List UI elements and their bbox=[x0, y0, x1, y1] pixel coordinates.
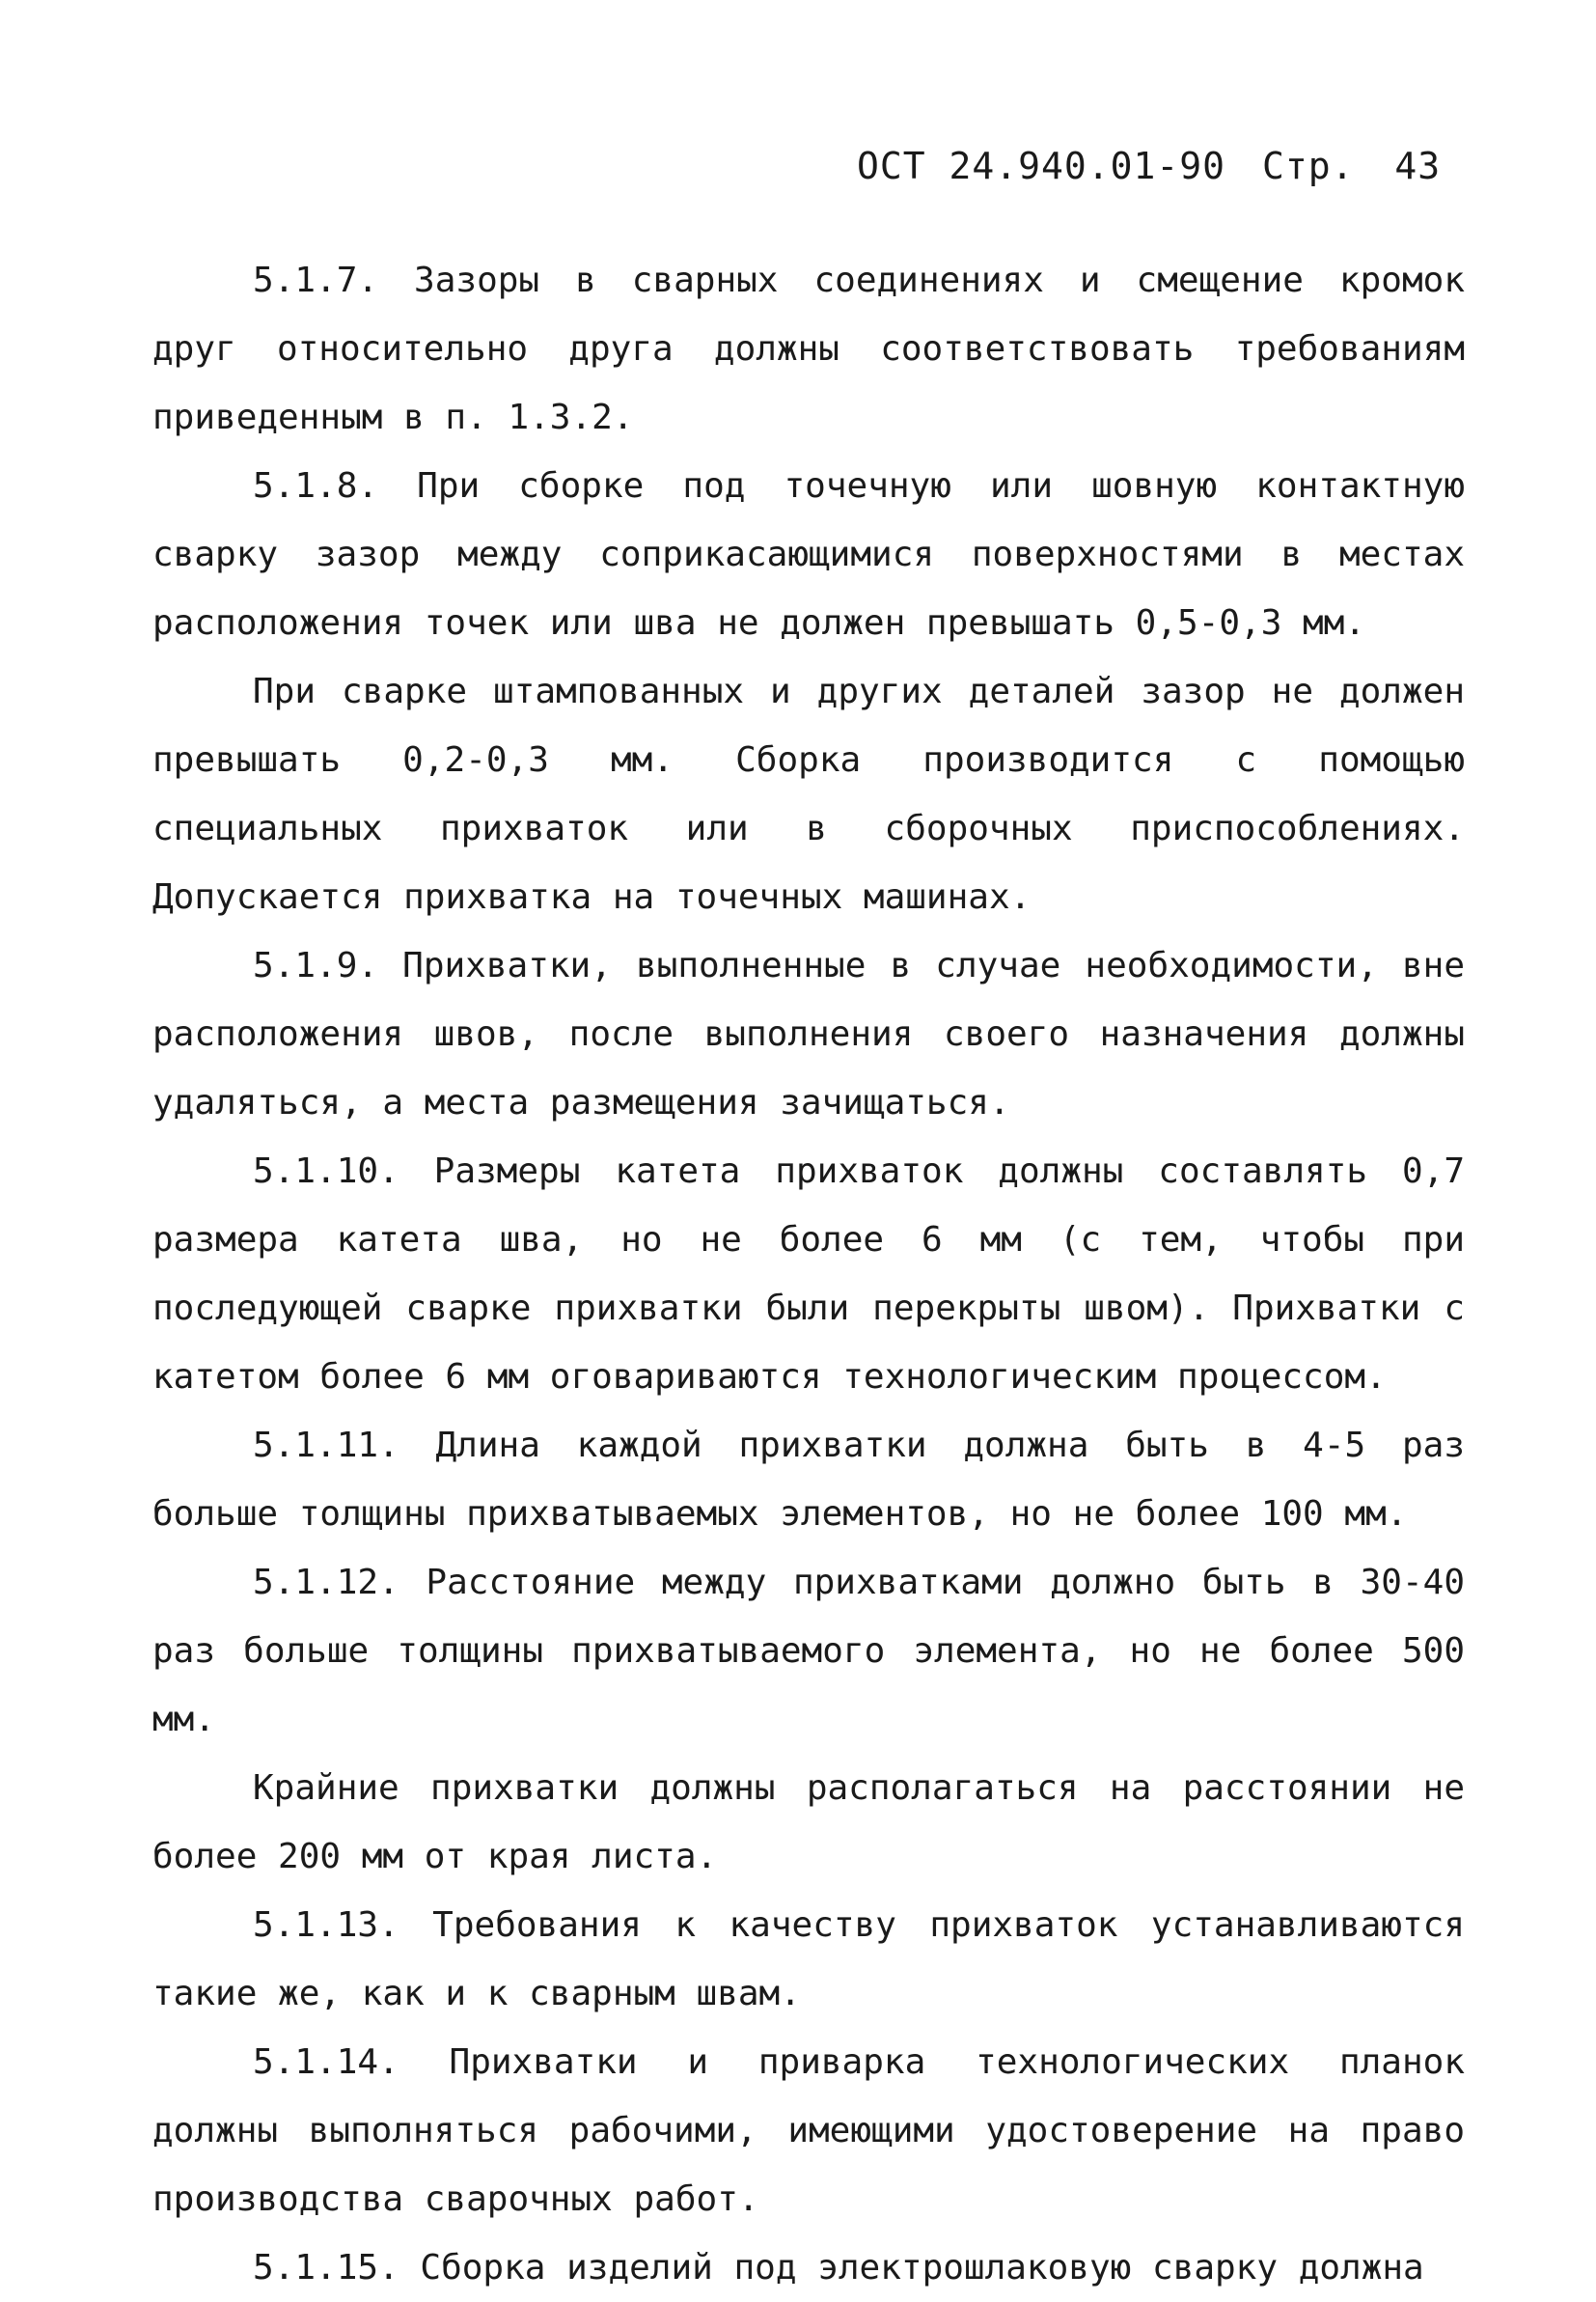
document-body bbox=[152, 246, 1465, 2302]
paragraph-5-1-9: 5.1.9. Прихватки, выполненные в случае необходимости, вне расположения швов, после выполнения своего назначения должны удаляться, а места размещения зачищаться. bbox=[152, 946, 1465, 1123]
paragraph-5-1-13: 5.1.13. Требования к качеству прихваток устанавливаются такие же, как и к сварным швам. bbox=[152, 1905, 1465, 2013]
paragraph-stamped-parts: При сварке штампованных и других деталей зазор не должен превышать 0,2-0,3 мм. Сборка производится с помощью специальных прихваток или в сборочных приспособлениях. Допускается прихватка на точечных машинах. bbox=[152, 672, 1465, 917]
paragraph-5-1-11: 5.1.11. Длина каждой прихватки должна быть в 4-5 раз больше толщины прихватываемых элементов, но не более 100 мм. bbox=[152, 1426, 1465, 1534]
page-header bbox=[857, 145, 1441, 187]
paragraph-5-1-14: 5.1.14. Прихватки и приварка технологических планок должны выполняться рабочими, имеющими удостоверение на право производства сварочных работ. bbox=[152, 2042, 1465, 2219]
paragraph-5-1-12: 5.1.12. Расстояние между прихватками должно быть в 30-40 раз больше толщины прихватываемого элемента, но не более 500 мм. bbox=[152, 1563, 1465, 1739]
paragraph-5-1-7: 5.1.7. Зазоры в сварных соединениях и смещение кромок друг относительно друга должны соответствовать требованиям приведенным в п. 1.3.2. bbox=[152, 261, 1465, 437]
paragraph-edge-tacks: Крайние прихватки должны располагаться на расстоянии не более 200 мм от края листа. bbox=[152, 1768, 1465, 1876]
paragraph-5-1-8: 5.1.8. При сборке под точечную или шовную контактную сварку зазор между соприкасающимися поверхностями в местах расположения точек или шва не должен превышать 0,5-0,3 мм. bbox=[152, 466, 1465, 643]
paragraph-5-1-10: 5.1.10. Размеры катета прихваток должны составлять 0,7 размера катета шва, но не более 6 мм (с тем, чтобы при последующей сварке прихватки были перекрыты швом). Прихватки с катетом более 6 мм оговариваются технологическим процессом. bbox=[152, 1151, 1465, 1397]
page-label: Стр. bbox=[1261, 145, 1355, 187]
page-number: 43 bbox=[1394, 145, 1442, 187]
paragraph-5-1-15: 5.1.15. Сборка изделий под электрошлаковую сварку должна bbox=[253, 2248, 1424, 2288]
standard-code: ОСТ 24.940.01-90 bbox=[857, 145, 1226, 187]
